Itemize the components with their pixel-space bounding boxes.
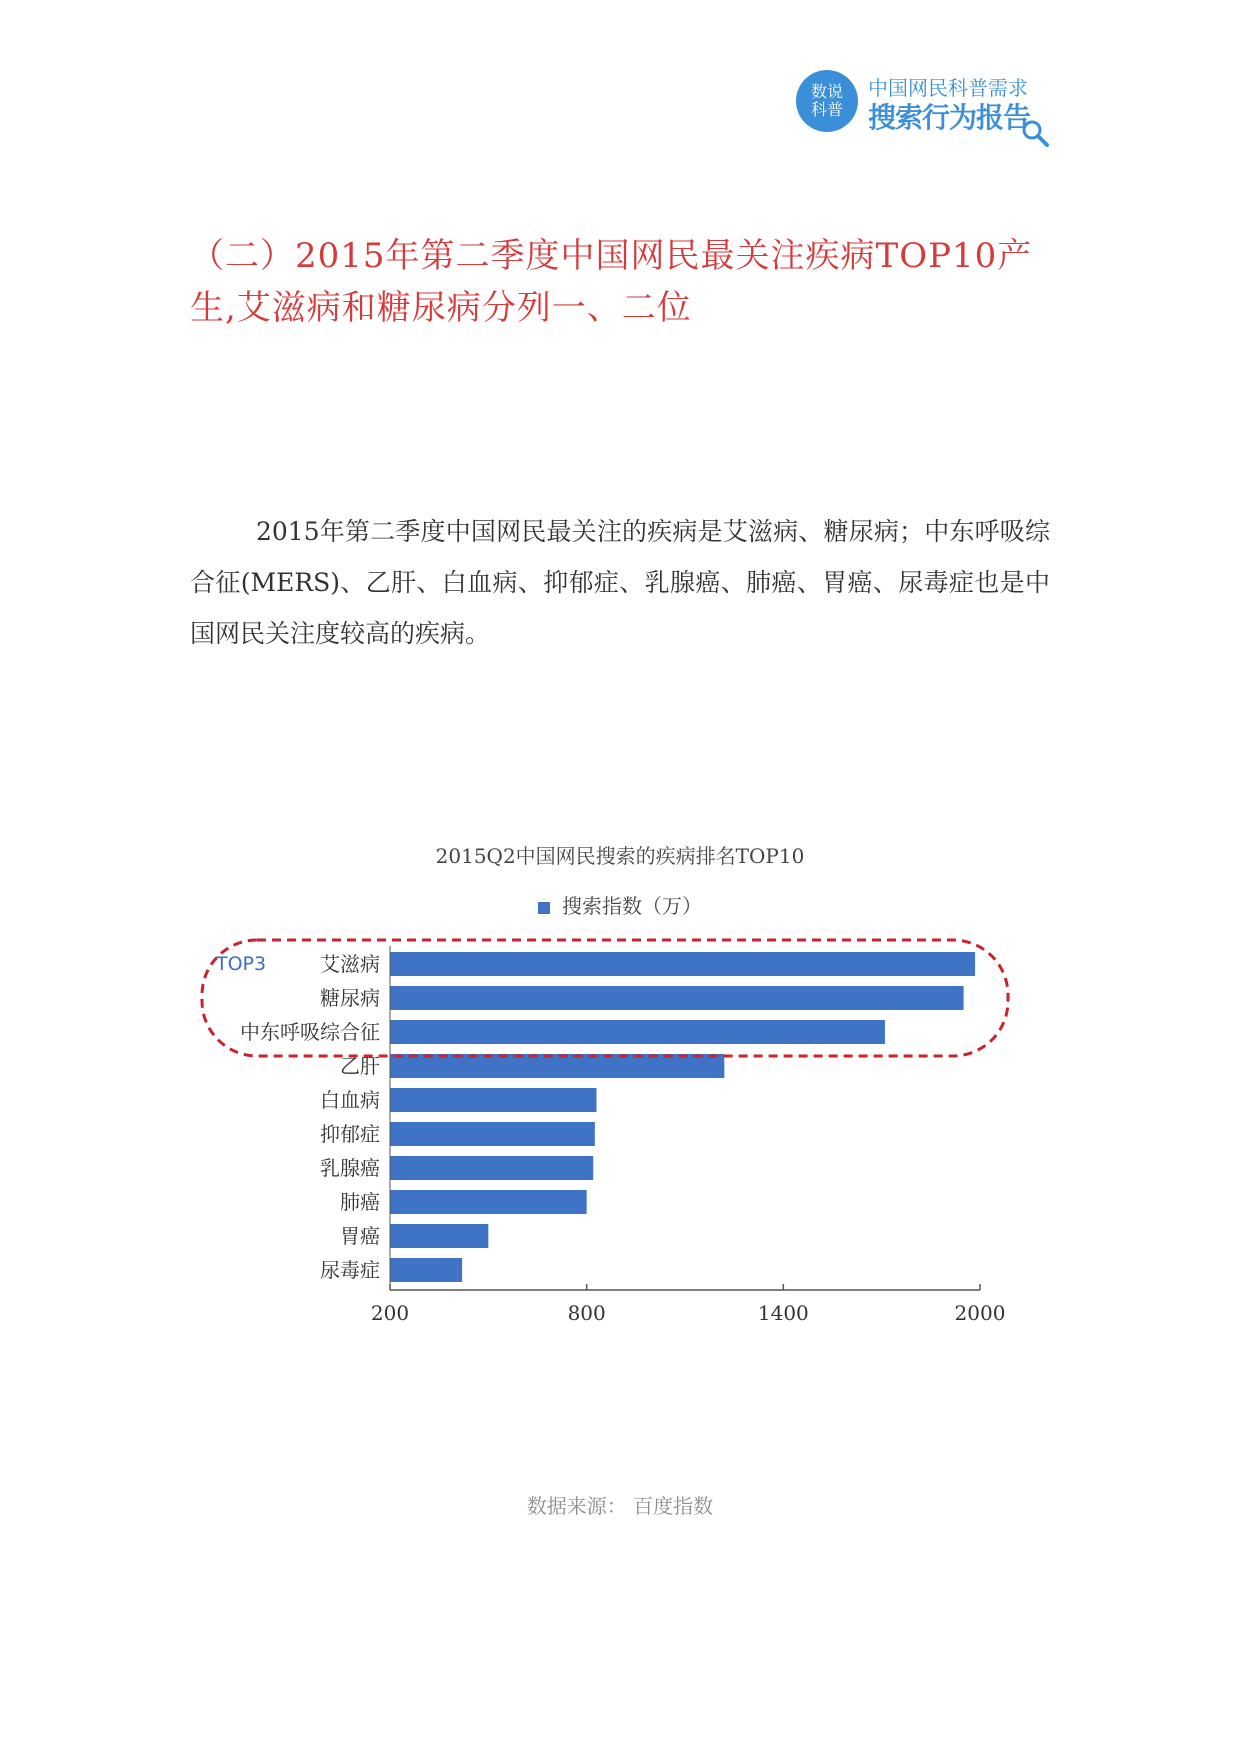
- chart-category-label: 胃癌: [340, 1224, 380, 1248]
- chart-category-label: 肺癌: [340, 1190, 380, 1214]
- legend-label: 搜索指数（万）: [562, 894, 702, 918]
- logo-title-line1: 中国网民科普需求: [868, 76, 1028, 100]
- logo-badge-line2: 科普: [810, 100, 843, 119]
- chart-x-tick-label: 800: [567, 1301, 606, 1325]
- logo-badge-line1: 数说: [810, 82, 843, 101]
- chart-category-label: 乙肝: [340, 1054, 380, 1078]
- chart-bar: [390, 1088, 597, 1112]
- chart-bar: [390, 1224, 488, 1248]
- data-source: 数据来源： 百度指数: [526, 1494, 714, 1518]
- report-logo: [796, 68, 1056, 148]
- chart-plot: [190, 830, 1050, 1350]
- chart-category-label: 乳腺癌: [320, 1156, 380, 1180]
- chart-bar: [390, 1054, 724, 1078]
- chart-category-label: 糖尿病: [320, 986, 380, 1010]
- chart-bar: [390, 1258, 462, 1282]
- chart-bar: [390, 1020, 885, 1044]
- chart-x-tick-label: 1400: [757, 1301, 809, 1325]
- magnifier-icon: [1020, 118, 1050, 148]
- body-paragraph: [190, 506, 1050, 659]
- chart-title: 2015Q2中国网民搜索的疾病排名TOP10: [435, 844, 805, 868]
- section-heading: （二）2015年第二季度中国网民最关注疾病TOP10产生,艾滋病和糖尿病分列一、二位: [190, 236, 1033, 328]
- chart-bar: [390, 986, 964, 1010]
- chart-bar: [390, 1156, 593, 1180]
- disease-search-chart: [190, 830, 1050, 1350]
- body-paragraph-text: 2015年第二季度中国网民最关注的疾病是艾滋病、糖尿病；中东呼吸综合征(MERS)、乙肝、白血病、抑郁症、乳腺癌、肺癌、胃癌、尿毒症也是中国网民关注度较高的疾病。: [190, 517, 1050, 648]
- top3-label: TOP3: [216, 953, 267, 975]
- logo-title-line2: 搜索行为报告: [868, 101, 1031, 134]
- chart-x-tick-label: 200: [370, 1301, 410, 1325]
- chart-x-tick-label: 2000: [954, 1301, 1006, 1325]
- chart-category-label: 中东呼吸综合征: [240, 1020, 380, 1044]
- chart-category-label: 抑郁症: [320, 1122, 380, 1146]
- logo-badge: [796, 70, 858, 132]
- chart-category-label: 白血病: [320, 1088, 380, 1112]
- chart-bar: [390, 1122, 595, 1146]
- chart-category-label: 尿毒症: [320, 1258, 380, 1282]
- chart-bar: [390, 952, 975, 976]
- chart-bar: [390, 1190, 587, 1214]
- chart-category-label: 艾滋病: [320, 952, 380, 976]
